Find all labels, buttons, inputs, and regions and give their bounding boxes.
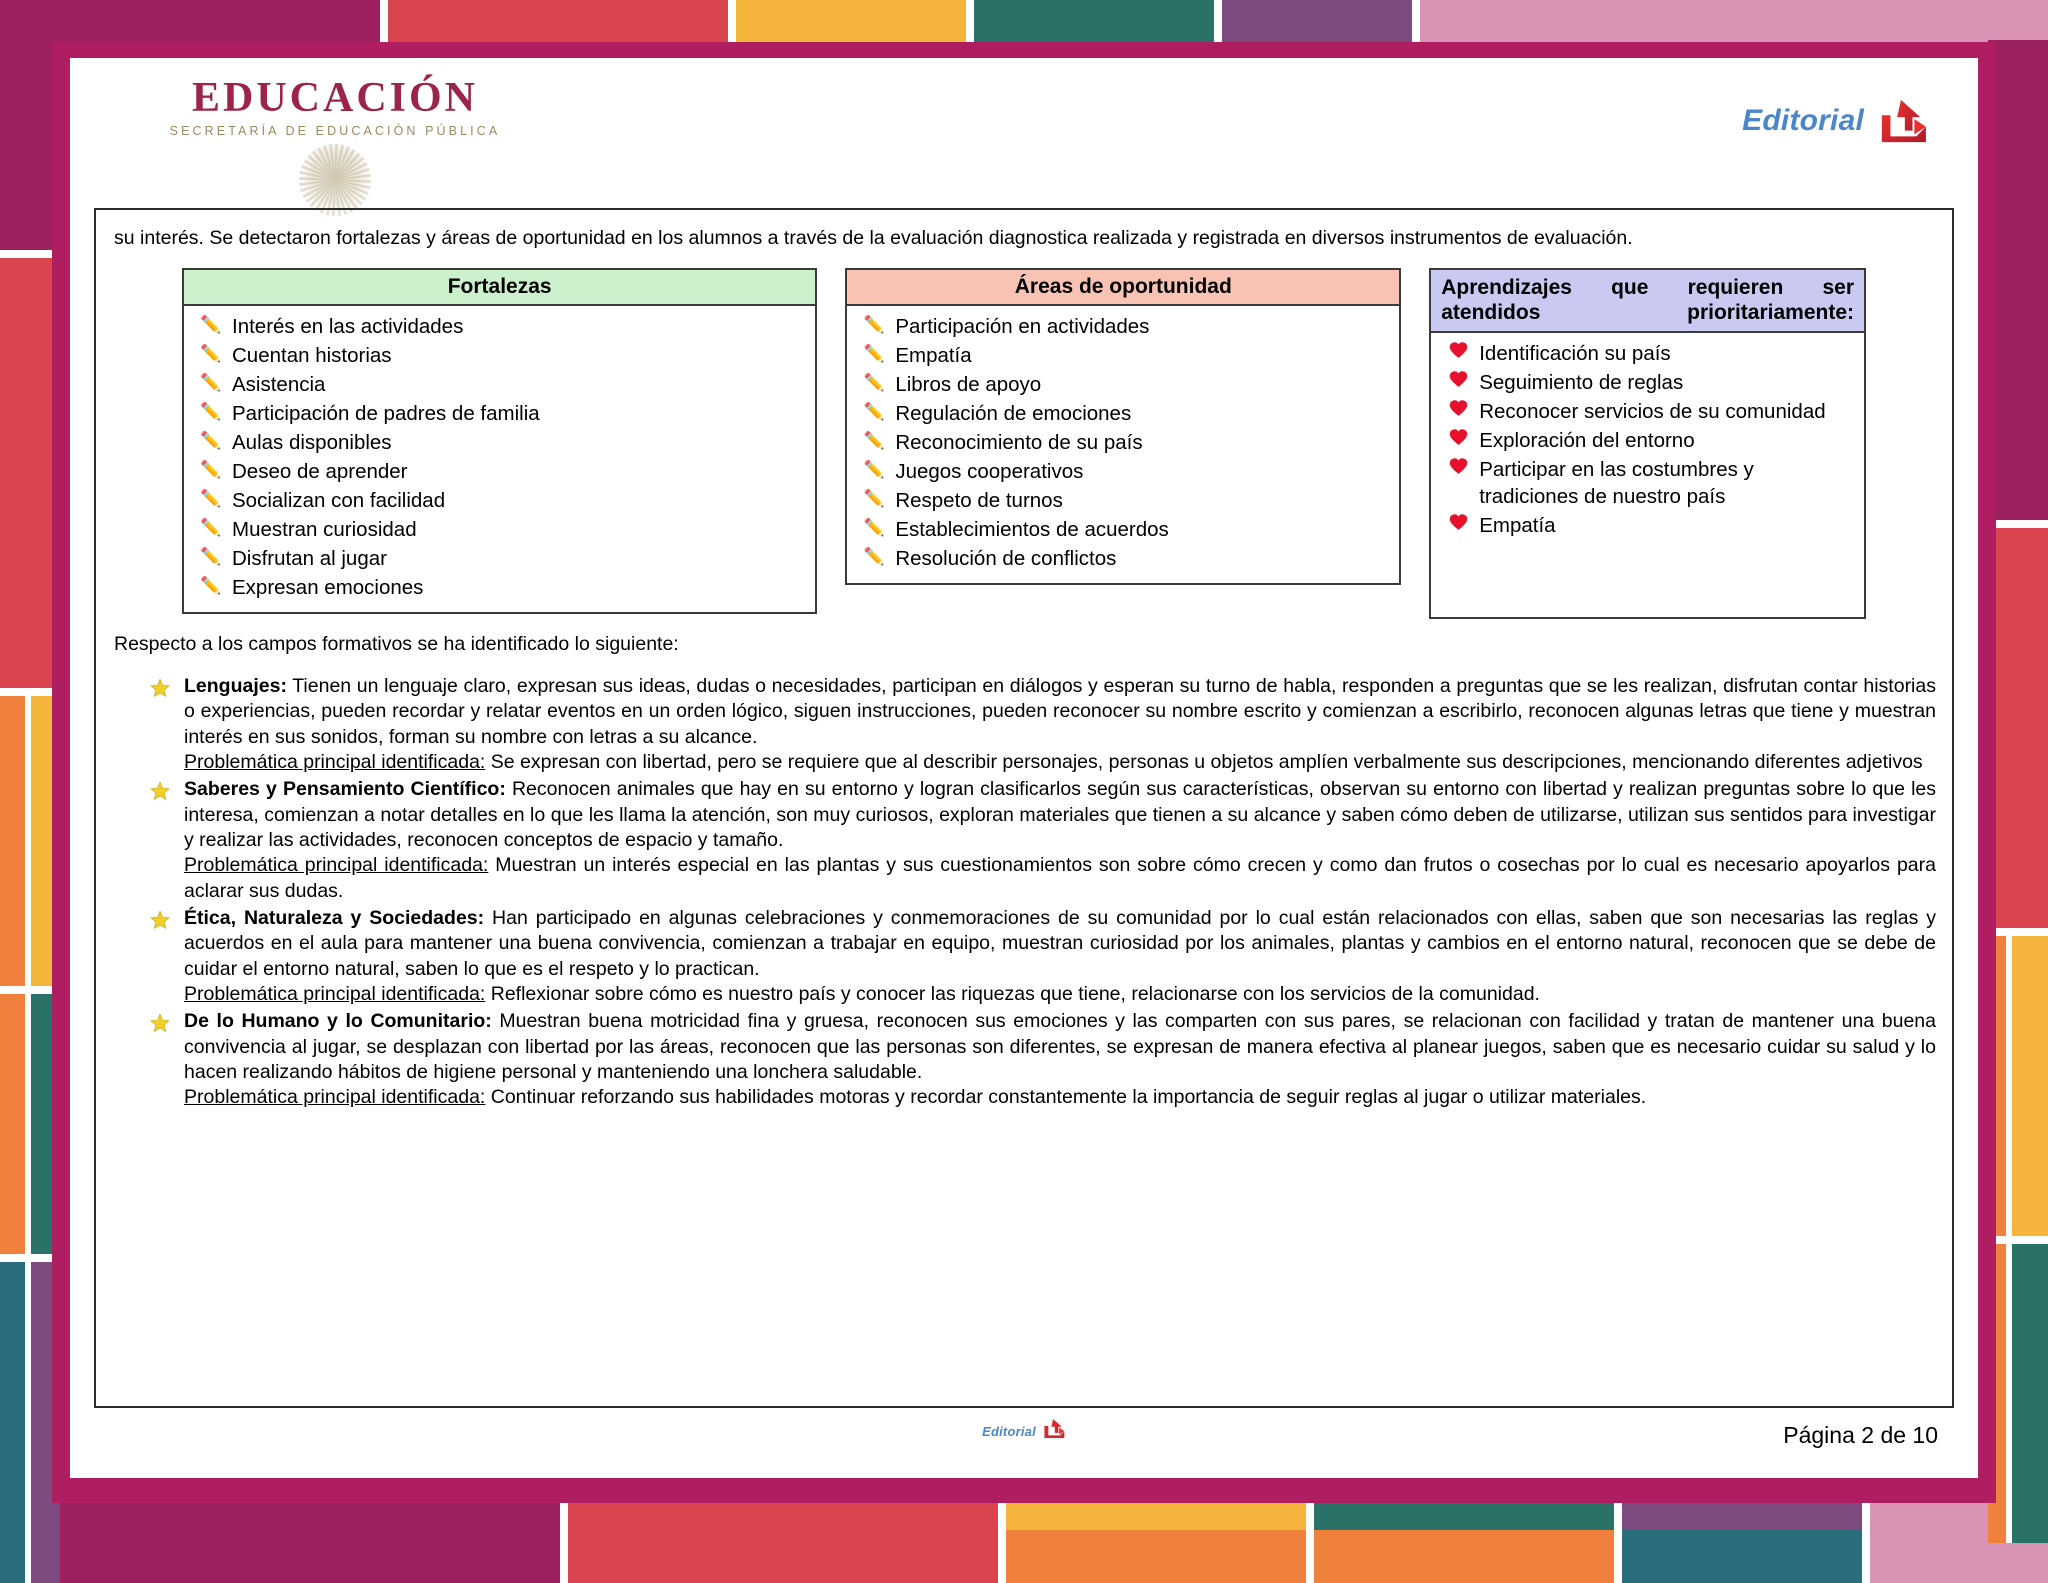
pencil-icon: ✏️ xyxy=(200,489,222,509)
column-header-aprendizajes: Aprendizajes que requieren ser atendidos prioritariamente: xyxy=(1431,270,1864,333)
campo-formativo-body xyxy=(184,906,1936,1007)
list-item xyxy=(853,341,1393,370)
heart-icon xyxy=(1437,369,1479,394)
column-body-fortalezas xyxy=(184,306,815,612)
list-item xyxy=(853,399,1393,428)
footer-editorial-md-logo xyxy=(982,1418,1066,1444)
list-item xyxy=(853,370,1393,399)
mexico-coat-of-arms-seal-icon xyxy=(299,144,371,216)
list-item-label: Juegos cooperativos xyxy=(895,459,1084,483)
problem-label: Problemática principal identificada: xyxy=(184,983,486,1006)
campo-title: De lo Humano y lo Comunitario: xyxy=(184,1010,492,1033)
campo-title: Saberes y Pensamiento Científico: xyxy=(184,778,506,801)
editorial-md-logo xyxy=(1742,98,1930,144)
list-item-label: Identificación su país xyxy=(1479,341,1671,365)
decorative-border-right xyxy=(1988,0,2048,1583)
list-item-label: Resolución de conflictos xyxy=(895,547,1117,571)
footer-editorial-wordmark: Editorial xyxy=(982,1423,1036,1439)
pencil-icon: ✏️ xyxy=(863,489,885,509)
pencil-icon: ✏️ xyxy=(863,459,885,479)
list-item-label: Empatía xyxy=(1479,514,1556,538)
list-item xyxy=(1437,426,1858,455)
list-item-label: Participación en actividades xyxy=(895,314,1150,338)
campos-formativos-list xyxy=(150,674,1936,1111)
diagnostic-table xyxy=(182,268,1866,619)
list-item xyxy=(853,457,1393,486)
list-item-label: Aulas disponibles xyxy=(232,430,392,454)
list-item xyxy=(853,515,1393,544)
pencil-icon: ✏️ xyxy=(863,343,885,363)
intro-paragraph: su interés. Se detectaron fortalezas y áreas de oportunidad en los alumnos a través de la evaluación diagnostica realizada y registrada en diversos instrumentos de evaluación. xyxy=(114,227,1633,249)
list-item xyxy=(1437,455,1858,511)
campo-formativo-body xyxy=(184,1009,1936,1110)
campo-title: Ética, Naturaleza y Sociedades: xyxy=(184,907,485,930)
list-item xyxy=(853,544,1393,573)
sep-subtitle: SECRETARÍA DE EDUCACIÓN PÚBLICA xyxy=(169,124,501,139)
list-item-label: Reconocimiento de su país xyxy=(895,430,1143,454)
campo-formativo-lenguajes xyxy=(150,674,1936,775)
list-item-label: Participación de padres de familia xyxy=(232,401,540,425)
pencil-icon: ✏️ xyxy=(200,547,222,567)
campo-formativo-etica xyxy=(150,906,1936,1007)
campo-formativo-body xyxy=(184,777,1936,904)
pencil-icon: ✏️ xyxy=(863,518,885,538)
list-item-label: Muestran curiosidad xyxy=(232,518,417,542)
pencil-icon: ✏️ xyxy=(863,547,885,567)
heart-icon xyxy=(1437,398,1479,423)
page-sheet xyxy=(70,58,1978,1478)
content-frame xyxy=(94,208,1954,1408)
document-header xyxy=(70,58,1978,208)
campo-text: Reconocen animales que hay en su entorno y logran clasificarlos según sus características, observan su entorno con libertad y realizan preguntas sobre lo que les interesa, comienzan a notar detalles en lo que les llama la atención, son muy curiosos, exploran materiales que tienen a su alcance y saben cómo deben de utilizarse, utilizan sus sentidos para investigar y realizar las actividades, reconocen conceptos de espacio y tamaño. xyxy=(184,778,1937,852)
list-item-label: Exploración del entorno xyxy=(1479,429,1695,453)
pencil-icon: ✏️ xyxy=(863,314,885,334)
campo-formativo-body xyxy=(184,674,1936,775)
column-fortalezas xyxy=(182,268,817,614)
problem-text: Se expresan con libertad, pero se requiere que al describir personajes, personas u objetos amplíen verbalmente sus descripciones, mencionando diferentes adjetivos xyxy=(485,750,1923,773)
campo-formativo-humano-comunitario xyxy=(150,1009,1936,1110)
problem-text: Muestran un interés especial en las plantas y sus cuestionamientos son sobre cómo crecen y como dan frutos o cosechas por lo cual es necesario apoyarlos para aclarar sus dudas. xyxy=(184,854,1936,902)
list-item xyxy=(190,515,809,544)
list-item-label: Deseo de aprender xyxy=(232,459,408,483)
column-body-aprendizajes xyxy=(1431,333,1864,617)
list-item xyxy=(853,428,1393,457)
md-arrow-logo-icon xyxy=(1040,1418,1066,1444)
list-item-label: Cuentan historias xyxy=(232,343,392,367)
heart-icon xyxy=(1437,427,1479,452)
list-item-label: Libros de apoyo xyxy=(895,372,1042,396)
column-areas-oportunidad xyxy=(845,268,1401,585)
list-item xyxy=(853,486,1393,515)
campo-text: Muestran buena motricidad fina y gruesa, reconocen sus emociones y las comparten con sus pares, se relacionan con facilidad y tratan de mantener una buena convivencia al jugar, se desplazan con libertad por las áreas, reconocen que las personas son diferentes, se expresan de manera efectiva al planear juegos, saben que es necesario cuidar su salud y lo hacen realizando hábitos de higiene personal y manteniendo una lonchera saludable. xyxy=(184,1010,1936,1084)
sep-logo xyxy=(125,76,545,216)
list-item xyxy=(1437,339,1858,368)
problem-text: Reflexionar sobre cómo es nuestro país y conocer las riquezas que tiene, relacionarse con los servicios de la comunidad. xyxy=(485,983,1540,1006)
list-item xyxy=(1437,368,1858,397)
star-icon xyxy=(150,674,184,703)
star-icon xyxy=(150,906,184,935)
pencil-icon: ✏️ xyxy=(863,401,885,421)
list-item-label: Disfrutan al jugar xyxy=(232,547,387,571)
list-item xyxy=(190,486,809,515)
md-arrow-logo-icon xyxy=(1872,98,1930,144)
pencil-icon: ✏️ xyxy=(863,430,885,450)
column-header-areas: Áreas de oportunidad xyxy=(847,270,1399,306)
decorative-border-left xyxy=(0,0,60,1583)
heart-icon xyxy=(1437,340,1479,365)
list-item-label: Expresan emociones xyxy=(232,576,424,600)
list-item-label: Asistencia xyxy=(232,372,326,396)
pencil-icon: ✏️ xyxy=(200,576,222,596)
list-item xyxy=(1437,511,1858,540)
sep-title: EDUCACIÓN xyxy=(191,75,478,121)
list-item-label: Socializan con facilidad xyxy=(232,489,446,513)
pencil-icon: ✏️ xyxy=(863,372,885,392)
pencil-icon: ✏️ xyxy=(200,459,222,479)
star-icon xyxy=(150,1009,184,1038)
list-item-label: Reconocer servicios de su comunidad xyxy=(1479,400,1826,424)
list-item xyxy=(190,428,809,457)
list-item-label: Establecimientos de acuerdos xyxy=(895,518,1169,542)
column-aprendizajes-prioritarios xyxy=(1429,268,1866,619)
list-item-label: Participar en las costumbres y tradiciones de nuestro país xyxy=(1479,458,1754,509)
list-item xyxy=(190,341,809,370)
pencil-icon: ✏️ xyxy=(200,343,222,363)
list-item xyxy=(190,370,809,399)
list-item-label: Interés en las actividades xyxy=(232,314,464,338)
star-icon xyxy=(150,777,184,806)
problem-label: Problemática principal identificada: xyxy=(184,1086,486,1109)
list-item xyxy=(190,399,809,428)
list-item-label: Respeto de turnos xyxy=(895,489,1063,513)
column-body-areas xyxy=(847,306,1399,583)
campo-text: Tienen un lenguaje claro, expresan sus ideas, dudas o necesidades, participan en diálogos y esperan su turno de habla, responden a preguntas que se les realizan, disfrutan contar historias o experiencias, pueden recordar y relatar eventos en un orden lógico, siguen instrucciones, pueden reconocer su nombre escrito y comienzan a escribirlo, reconocen algunas letras que tiene y muestran interés en sus sonidos, forman su nombre con letras a su alcance. xyxy=(184,674,1936,748)
document-footer xyxy=(94,1408,1954,1466)
campo-formativo-saberes xyxy=(150,777,1936,904)
problem-label: Problemática principal identificada: xyxy=(184,854,489,877)
decorative-border-top xyxy=(0,0,2048,46)
list-item xyxy=(1437,397,1858,426)
campo-title: Lenguajes: xyxy=(184,674,287,697)
editorial-wordmark: Editorial xyxy=(1742,104,1864,137)
list-item xyxy=(853,312,1393,341)
pencil-icon: ✏️ xyxy=(200,372,222,392)
page-number-label: Página 2 de 10 xyxy=(1783,1422,1938,1448)
list-item xyxy=(190,573,809,602)
heart-icon xyxy=(1437,456,1479,481)
pencil-icon: ✏️ xyxy=(200,518,222,538)
heart-icon xyxy=(1437,512,1479,537)
list-item-label: Empatía xyxy=(895,343,972,367)
campo-text: Han participado en algunas celebraciones y conmemoraciones de su comunidad por lo cual están relacionados con ellas, saben que son necesarias las reglas y acuerdos en el aula para mantener una buena convivencia, comienzan a trabajar en equipo, muestran curiosidad por los animales, plantas y cambios en el entorno natural, reconocen que se debe de cuidar el entorno natural, saben lo que es el respeto y lo practican. xyxy=(184,907,1936,980)
list-item-label: Seguimiento de reglas xyxy=(1479,371,1684,394)
pencil-icon: ✏️ xyxy=(200,430,222,450)
list-item xyxy=(190,312,809,341)
problem-label: Problemática principal identificada: xyxy=(184,750,486,773)
pencil-icon: ✏️ xyxy=(200,314,222,334)
column-header-fortalezas: Fortalezas xyxy=(184,270,815,306)
list-item-label: Regulación de emociones xyxy=(895,401,1132,425)
campos-formativos-intro: Respecto a los campos formativos se ha identificado lo siguiente: xyxy=(114,632,679,655)
list-item xyxy=(190,457,809,486)
problem-text: Continuar reforzando sus habilidades motoras y recordar constantemente la importancia de seguir reglas al jugar o utilizar materiales. xyxy=(485,1086,1647,1109)
pencil-icon: ✏️ xyxy=(200,401,222,421)
list-item xyxy=(190,544,809,573)
